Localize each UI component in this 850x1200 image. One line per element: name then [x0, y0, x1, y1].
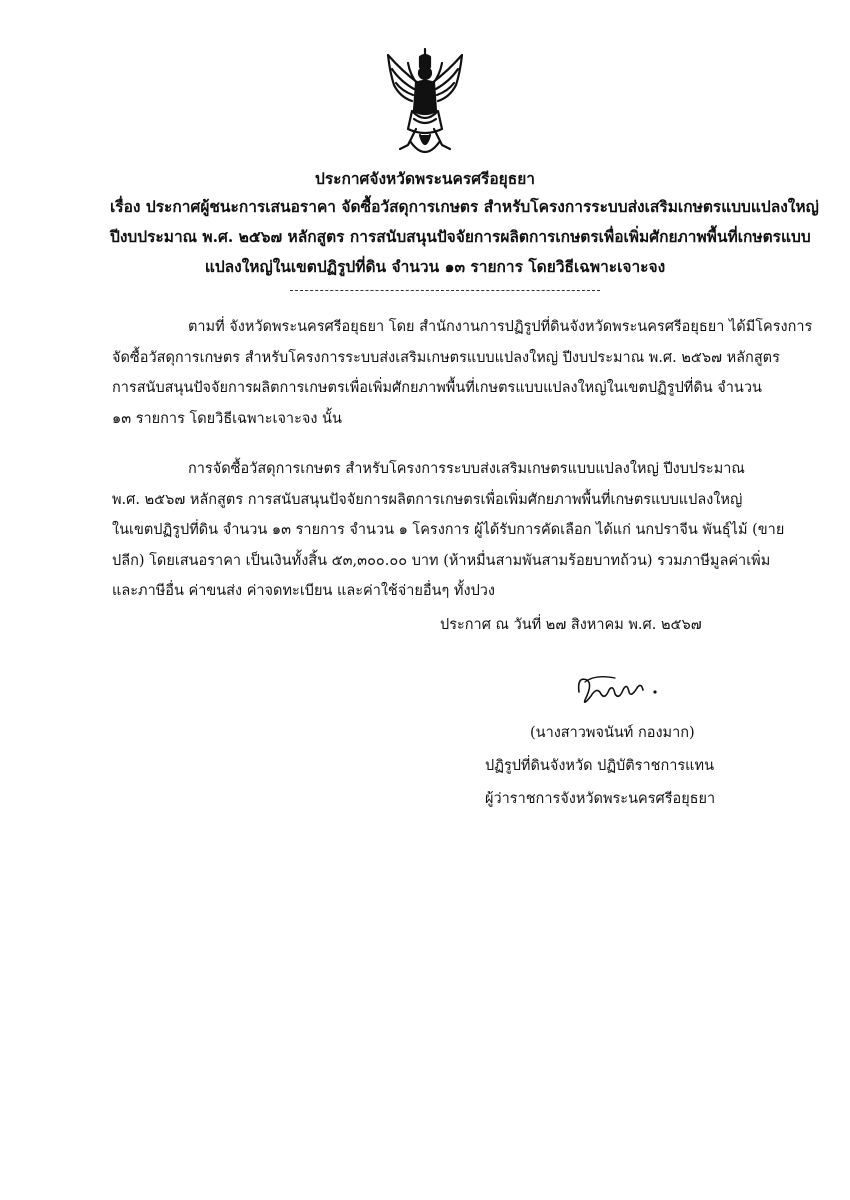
paragraph-1 [112, 312, 813, 434]
signatory-position: ปฏิรูปที่ดินจังหวัด ปฏิบัติราชการแทน [485, 758, 714, 774]
paragraph-line: จัดซื้อวัสดุการเกษตร สำหรับโครงการระบบส่งเสริมเกษตรแบบแปลงใหญ่ ปีงบประมาณ พ.ศ. ๒๕๖๗ หลักสูตร [112, 349, 780, 366]
subject-line: ปีงบประมาณ พ.ศ. ๒๕๖๗ หลักสูตร การสนับสนุนปัจจัยการผลิตการเกษตรเพื่อเพิ่มศักยภาพพื้นที่เกษตรแบบ [110, 227, 811, 246]
paragraph-2 [112, 454, 785, 607]
paragraph-line: ตามที่ จังหวัดพระนครศรีอยุธยา โดย สำนักงานการปฏิรูปที่ดินจังหวัดพระนครศรีอยุธยา ได้มีโครงการ [188, 319, 813, 335]
paragraph-line: และภาษีอื่น ค่าขนส่ง ค่าจดทะเบียน และค่าใช้จ่ายอื่นๆ ทั้งปวง [112, 583, 495, 599]
document-title: ประกาศจังหวัดพระนครศรีอยุธยา [314, 169, 535, 188]
paragraph-line: การจัดซื้อวัสดุการเกษตร สำหรับโครงการระบบส่งเสริมเกษตรแบบแปลงใหญ่ ปีงบประมาณ [188, 461, 745, 477]
paragraph-line: พ.ศ. ๒๕๖๗ หลักสูตร การสนับสนุนปัจจัยการผลิตการเกษตรเพื่อเพิ่มศักยภาพพื้นที่เกษตรแบบแปลงใหญ่ [112, 491, 743, 508]
handwritten-signature [575, 670, 665, 710]
signatory-position: ผู้ว่าราชการจังหวัดพระนครศรีอยุธยา [485, 791, 716, 807]
subject-line: แปลงใหญ่ในเขตปฏิรูปที่ดิน จำนวน ๑๓ รายการ โดยวิธีเฉพาะเจาะจง [204, 257, 666, 276]
paragraph-line: ในเขตปฏิรูปที่ดิน จำนวน ๑๓ รายการ จำนวน ๑ โครงการ ผู้ได้รับการคัดเลือก ได้แก่ นกปราจีน พันธุ์ไม้ (ขาย [112, 522, 785, 538]
paragraph-line: การสนับสนุนปัจจัยการผลิตการเกษตรเพื่อเพิ่มศักยภาพพื้นที่เกษตรแบบแปลงใหญ่ในเขตปฏิรูปที่ดิน จำนวน [112, 380, 762, 396]
document-subject [110, 192, 819, 282]
subject-line: เรื่อง ประกาศผู้ชนะการเสนอราคา จัดซื้อวัสดุการเกษตร สำหรับโครงการระบบส่งเสริมเกษตรแบบแปลงใหญ่ [110, 197, 819, 216]
title-divider [290, 290, 600, 291]
announce-date: ประกาศ ณ วันที่ ๒๗ สิงหาคม พ.ศ. ๒๕๖๗ [440, 617, 702, 633]
signatory-name: (นางสาวพจนันท์ กองมาก) [530, 725, 695, 741]
paragraph-line: ปลีก) โดยเสนอราคา เป็นเงินทั้งสิ้น ๕๓,๓๐๐.๐๐ บาท (ห้าหมื่นสามพันสามร้อยบาทถ้วน) รวมภาษีมูลค่าเพิ่ม [112, 552, 771, 569]
garuda-emblem-icon [380, 45, 470, 165]
paragraph-line: ๑๓ รายการ โดยวิธีเฉพาะเจาะจง นั้น [112, 410, 342, 427]
